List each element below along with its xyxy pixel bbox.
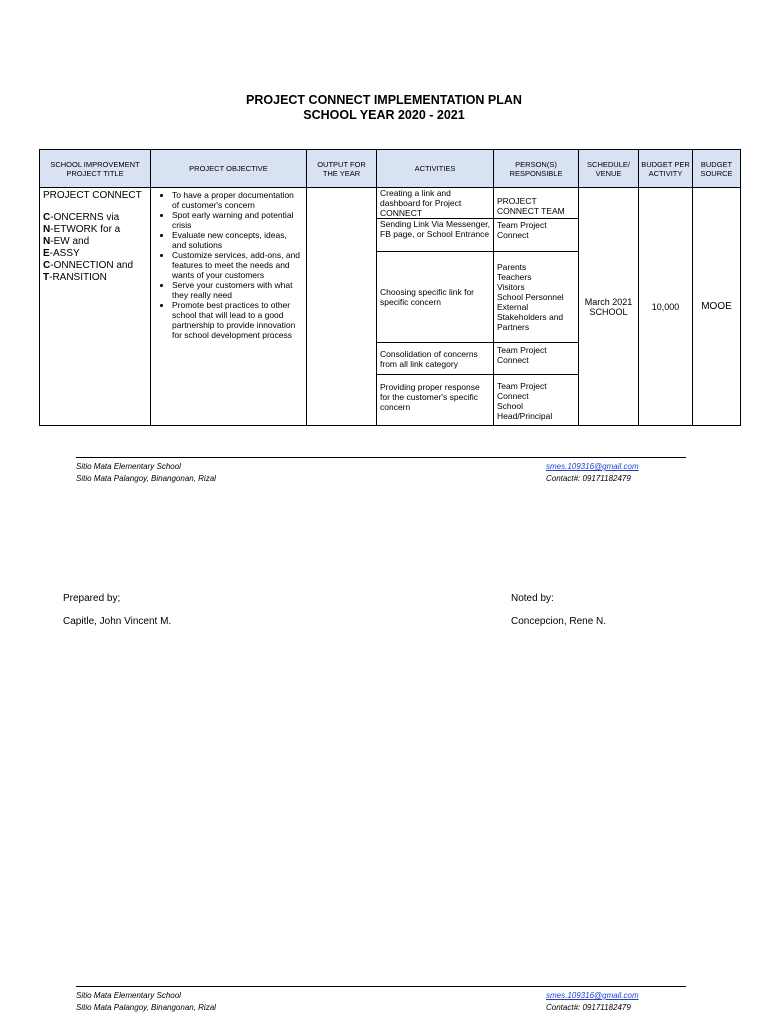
acronym-line: T-RANSITION [43,272,107,283]
footer-contact-block [546,990,639,1014]
footer-address: Sitio Mata Palangoy, Binangonan, Rizal [76,1003,216,1012]
footer-school: Sitio Mata Elementary School [76,991,181,1000]
footer-school-block [76,461,216,485]
column-header: BUDGET SOURCE [693,150,741,188]
prepared-by-name: Capitle, John Vincent M. [63,616,172,627]
footer-address: Sitio Mata Palangoy, Binangonan, Rizal [76,474,216,483]
person-cell: Team Project Connect [494,343,579,375]
person-cell: Parents Teachers Visitors School Personnel External Stakeholders and Partners [494,252,579,343]
footer-divider [76,986,686,987]
objective-item: • Serve your customers with what they really need [172,280,303,300]
person-cell: Team Project Connect [494,219,579,252]
objective-item: • To have a proper documentation of customer's concern [172,190,303,210]
footer-school-block [76,990,216,1014]
schedule-cell: March 2021 SCHOOL [579,188,639,426]
table-row [40,188,741,219]
noted-by-label: Noted by: [511,593,554,604]
objective-item: • Spot early warning and potential crisis [172,210,303,230]
objective-list [154,190,303,340]
acronym-line: N-ETWORK for a [43,224,121,235]
footer-contact-block [546,461,639,485]
column-header: SCHOOL IMPROVEMENT PROJECT TITLE [40,150,151,188]
budget-cell: 10,000 [639,188,693,426]
objective-item: • Promote best practices to other school that will lead to a good partnership to provide innovation for school development process [172,300,303,340]
acronym-line: C-ONCERNS via [43,212,120,223]
project-title-cell [40,188,151,426]
footer-school: Sitio Mata Elementary School [76,462,181,471]
activity-cell: Sending Link Via Messenger, FB page, or School Entrance [377,219,494,252]
output-cell [307,188,377,426]
column-header: PROJECT OBJECTIVE [151,150,307,188]
title-line-2: SCHOOL YEAR 2020 - 2021 [303,108,465,122]
footer-contact: Contact#: 09171182479 [546,474,631,483]
acronym-list [43,212,147,284]
activity-cell: Consolidation of concerns from all link category [377,343,494,375]
activity-cell: Creating a link and dashboard for Project CONNECT [377,188,494,219]
person-cell: PROJECT CONNECT TEAM [494,188,579,219]
column-header: SCHEDULE/ VENUE [579,150,639,188]
project-objective-cell [151,188,307,426]
objective-item: • Customize services, add-ons, and features to meet the needs and wants of your customers [172,250,303,280]
person-cell: Team Project Connect School Head/Principal [494,375,579,426]
implementation-plan-table [39,149,741,426]
document-title [0,93,768,123]
project-title: PROJECT CONNECT [43,190,142,201]
activity-cell: Choosing specific link for specific concern [377,252,494,343]
footer-contact: Contact#: 09171182479 [546,1003,631,1012]
footer-email-link[interactable]: smes.109316@gmail.com [546,462,639,471]
acronym-line: C-ONNECTION and [43,260,134,271]
column-header: PERSON(S) RESPONSIBLE [494,150,579,188]
prepared-by-label: Prepared by; [63,593,121,604]
footer-email-link[interactable]: smes.109316@gmail.com [546,991,639,1000]
column-header: ACTIVITIES [377,150,494,188]
noted-by-name: Concepcion, Rene N. [511,616,607,627]
column-header: BUDGET PER ACTIVITY [639,150,693,188]
column-header: OUTPUT FOR THE YEAR [307,150,377,188]
footer-divider [76,457,686,458]
objective-item: • Evaluate new concepts, ideas, and solutions [172,230,303,250]
source-cell: MOOE [693,188,741,426]
acronym-line: E-ASSY [43,248,80,259]
activity-cell: Providing proper response for the customer's specific concern [377,375,494,426]
acronym-line: N-EW and [43,236,90,247]
title-line-1: PROJECT CONNECT IMPLEMENTATION PLAN [246,93,522,107]
table-header-row [40,150,741,188]
